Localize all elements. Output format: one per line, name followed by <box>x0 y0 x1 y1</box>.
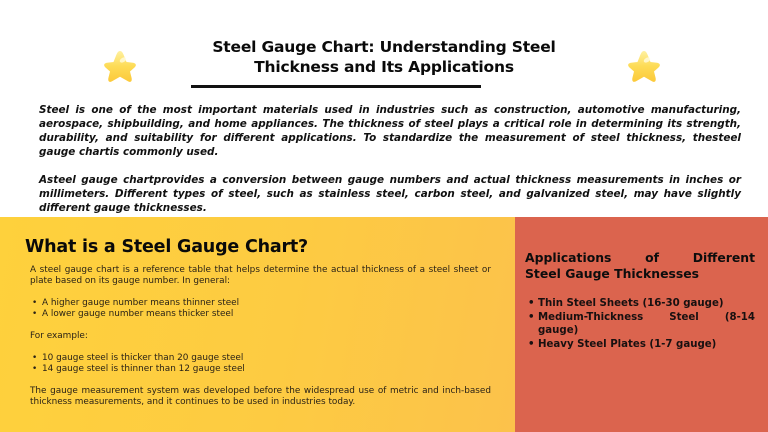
general-points-list <box>30 298 491 320</box>
what-is-paragraph: A steel gauge chart is a reference table that helps determine the actual thickness of a steel sheet or plate based on its gauge number. In general: <box>30 265 491 286</box>
list-item <box>527 311 755 338</box>
closing-paragraph: The gauge measurement system was developed before the widespread use of metric and inch-based thickness measurements, and it continues to be used in industries today. <box>30 386 491 407</box>
intro-section <box>39 103 741 229</box>
applications-heading-line1 <box>525 250 755 266</box>
star-icon <box>100 48 140 88</box>
example-label: For example: <box>30 331 88 341</box>
page-title-line2: Thickness and Its Applications <box>254 58 514 76</box>
list-item: • A lower gauge number means thicker steel <box>30 309 491 320</box>
intro-paragraph: Asteel gauge chartprovides a conversion between gauge numbers and actual thickness measurements in inches or millimeters. Different types of steel, such as stainless steel, carbon steel, and galvanized steel, may have slightly different gauge thicknesses. <box>39 174 741 214</box>
list-item: • Thin Steel Sheets (16-30 gauge) <box>527 297 755 311</box>
heading-word: Different <box>692 250 755 265</box>
page-title <box>150 37 618 77</box>
page-title-line1: Steel Gauge Chart: Understanding Steel <box>212 38 556 56</box>
star-icon <box>624 48 664 88</box>
examples-list <box>30 353 491 375</box>
applications-heading-line2: Steel Gauge Thicknesses <box>525 266 700 281</box>
list-item: • 10 gauge steel is thicker than 20 gauge steel <box>30 353 491 364</box>
list-item-word: (8-14 <box>724 311 755 323</box>
heading-word: of <box>645 250 660 265</box>
list-item-continuation: gauge) <box>538 325 579 336</box>
heading-word: Applications <box>525 250 612 265</box>
intro-paragraph: Steel is one of the most important materials used in industries such as construction, automotive manufacturing, aerospace, shipbuilding, and home appliances. The thickness of steel plays a critical role in determining its strength, durability, and suitability for different applications. To standardize the measurement of steel thickness, thesteel gauge chartis commonly used. <box>39 104 741 158</box>
list-item: • Heavy Steel Plates (1-7 gauge) <box>527 338 755 352</box>
list-item: • A higher gauge number means thinner steel <box>30 298 491 309</box>
list-item-word: • Medium-Thickness <box>538 311 644 323</box>
list-item: • 14 gauge steel is thinner than 12 gauge steel <box>30 364 491 375</box>
list-item-word: Steel <box>669 311 699 323</box>
applications-heading <box>525 250 755 282</box>
what-is-heading: What is a Steel Gauge Chart? <box>25 237 309 257</box>
what-is-body <box>30 265 491 419</box>
applications-list <box>527 297 755 351</box>
what-is-panel <box>0 217 515 432</box>
applications-panel <box>515 217 768 432</box>
title-underline-divider <box>191 85 481 88</box>
